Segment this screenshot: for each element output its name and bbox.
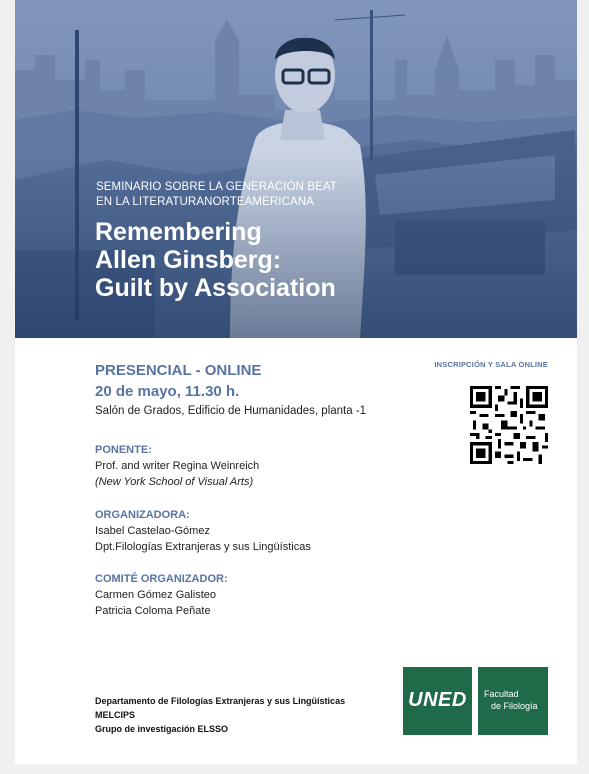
- committee-member: Patricia Coloma Peñate: [95, 605, 211, 617]
- poster: [15, 0, 577, 764]
- footer-department: Departamento de Filologías Extranjeras y sus Lingüísticas: [95, 696, 346, 706]
- hero-photo: [15, 0, 577, 338]
- title-line-2: Allen Ginsberg:: [95, 246, 282, 274]
- speaker-affiliation: (New York School of Visual Arts): [95, 476, 254, 488]
- speaker-name: Prof. and writer Regina Weinreich: [95, 460, 260, 472]
- committee-member: Carmen Gómez Galisteo: [95, 589, 217, 601]
- faculty-logo: [478, 667, 548, 735]
- footer-organizations: [95, 694, 345, 736]
- event-mode: PRESENCIAL - ONLINE: [95, 362, 262, 379]
- faculty-logo-line-1: Facultad: [484, 689, 519, 699]
- organizer-name: Isabel Castelao-Gómez: [95, 525, 210, 537]
- registration-label: INSCRIPCIÓN Y SALA ONLINE: [434, 360, 548, 369]
- event-venue: Salón de Grados, Edificio de Humanidades, planta -1: [95, 405, 367, 417]
- organizer-heading: ORGANIZADORA:: [95, 509, 190, 521]
- organizer-department: Dpt.Filologías Extranjeras y sus Lingüísticas: [95, 541, 311, 553]
- committee-heading: COMITÉ ORGANIZADOR:: [95, 573, 228, 585]
- kicker-line-2: EN LA LITERATURANORTEAMERICANA: [96, 196, 314, 208]
- footer-research-group: Grupo de investigación ELSSO: [95, 724, 229, 734]
- title-line-1: Remembering: [95, 218, 262, 246]
- kicker-line-1: SEMINARIO SOBRE LA GENERACIÓN BEAT: [96, 181, 337, 193]
- seminar-title: [95, 218, 336, 302]
- uned-logo: [403, 667, 472, 735]
- speaker-heading: PONENTE:: [95, 444, 152, 456]
- event-date: 20 de mayo, 11.30 h.: [95, 383, 240, 400]
- footer-melcips: MELCIPS: [95, 710, 136, 720]
- seminar-kicker: [96, 180, 337, 210]
- faculty-logo-line-2: de Filología: [491, 701, 538, 711]
- uned-logo-text: UNED: [408, 689, 467, 711]
- title-line-3: Guilt by Association: [95, 274, 336, 302]
- registration-qr-code[interactable]: [470, 386, 548, 464]
